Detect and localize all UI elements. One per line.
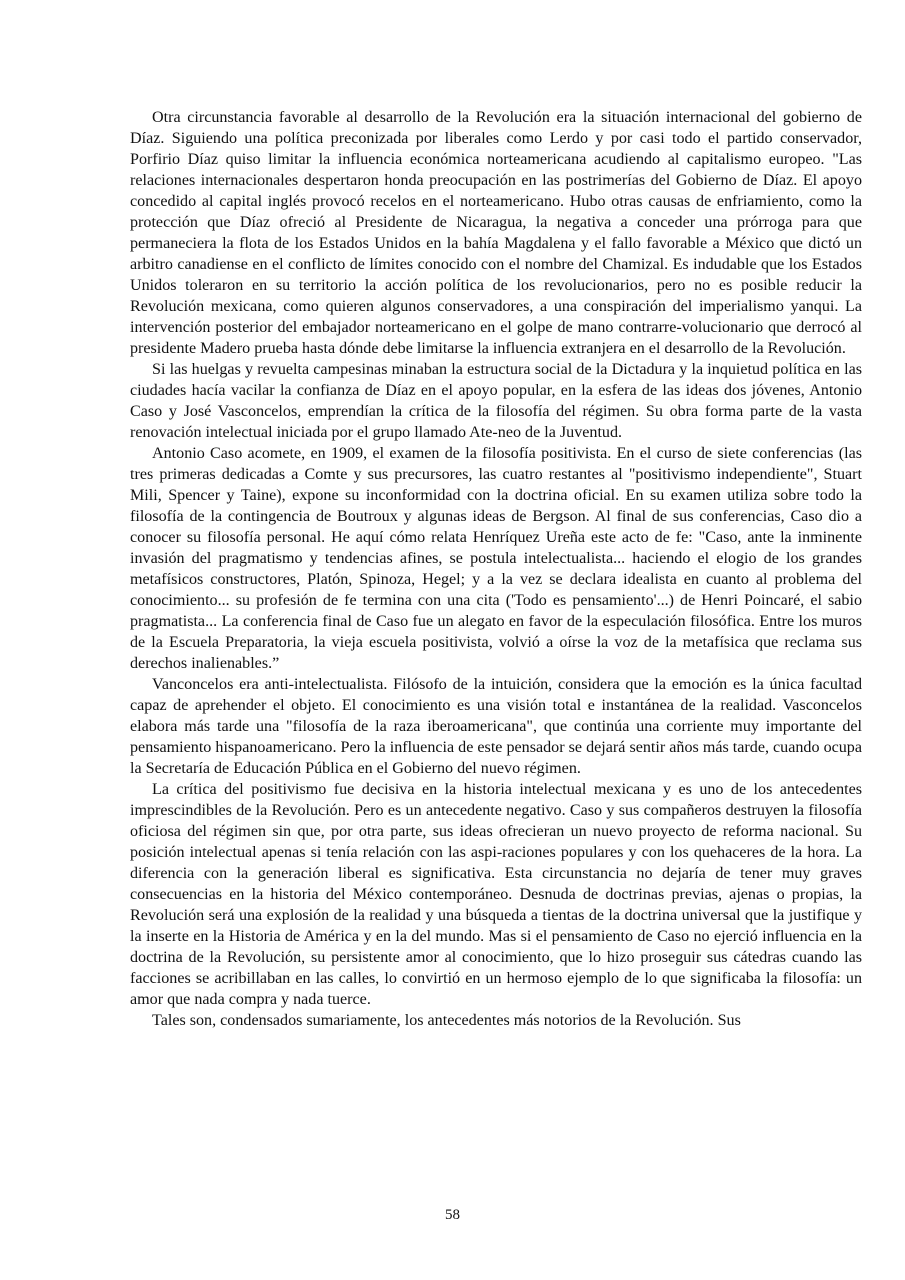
paragraph-caso-positivism: Antonio Caso acomete, en 1909, el examen de la filosofía positivista. En el curso de siete conferencias (las tres primeras dedicadas a Comte y sus precursores, las cuatro restantes al "positivismo independiente", Stuart Mili, Spencer y Taine), expone su inconformidad con la doctrina oficial. En su examen utiliza sobre todo la filosofía de la contingencia de Boutroux y algunas ideas de Bergson. Al final de sus conferencias, Caso dio a conocer su filosofía personal. He aquí cómo relata Henríquez Ureña este acto de fe: "Caso, ante la inminente invasión del pragmatismo y tendencias afines, se postula intelectualista... haciendo el elogio de los grandes metafísicos constructores, Platón, Spinoza, Hegel; y a la vez se declara idealista en cuanto al problema del conocimiento... su profesión de fe termina con una cita ('Todo es pensamiento'...) de Henri Poincaré, el sabio pragmatista... La conferencia final de Caso fue un alegato en favor de la especulación filosófica. Entre los muros de la Escuela Preparatoria, la vieja escuela positivista, volvió a oírse la voz de la metafísica que reclama sus derechos inalienables.” <box>130 445 862 672</box>
paragraph-caso-vasconcelos: Si las huelgas y revuelta campesinas minaban la estructura social de la Dictadura y la inquietud política en las ciudades hacía vacilar la confianza de Díaz en el apoyo popular, en la esfera de las ideas dos jóvenes, Antonio Caso y José Vasconcelos, emprendían la crítica de la filosofía del régimen. Su obra forma parte de la vasta renovación intelectual iniciada por el grupo llamado Ate-neo de la Juventud. <box>130 361 862 441</box>
paragraph-international-context: Otra circunstancia favorable al desarrollo de la Revolución era la situación internacional del gobierno de Díaz. Siguiendo una política preconizada por liberales como Lerdo y por casi todo el partido conservador, Porfirio Díaz quiso limitar la influencia económica norteamericana acudiendo al capitalismo europeo. "Las relaciones internacionales despertaron honda preocupación en las postrimerías del Gobierno de Díaz. El apoyo concedido al capital inglés provocó recelos en el norteamericano. Hubo otras causas de enfriamiento, como la protección que Díaz ofreció al Presidente de Nicaragua, la negativa a conceder una prórroga para que permaneciera la flota de los Estados Unidos en la bahía Magdalena y el fallo favorable a México que dictó un arbitro canadiense en el conflicto de límites conocido con el nombre del Chamizal. Es indudable que los Estados Unidos toleraron en su territorio la acción política de los revolucionarios, pero no es posible reducir la Revolución mexicana, como quieren algunos conservadores, a una conspiración del imperialismo yanqui. La intervención posterior del embajador norteamericano en el golpe de mano contrarre-volucionario que derrocó al presidente Madero prueba hasta dónde debe limitarse la influencia extranjera en el desarrollo de la Revolución. <box>130 109 862 357</box>
page-number: 58 <box>445 1207 460 1223</box>
paragraph-conclusion-start: Tales son, condensados sumariamente, los antecedentes más notorios de la Revolución. Sus <box>152 1012 741 1029</box>
paragraph-critique-positivism: La crítica del positivismo fue decisiva en la historia intelectual mexicana y es uno de los antecedentes imprescindibles de la Revolución. Pero es un antecedente negativo. Caso y sus compañeros destruyen la filosofía oficiosa del régimen sin que, por otra parte, sus ideas ofrecieran un nuevo proyecto de reforma nacional. Su posición intelectual apenas si tenía relación con las aspi-raciones populares y con los quehaceres de la hora. La diferencia con la generación liberal es significativa. Esta circunstancia no dejaría de tener muy graves consecuencias en la historia del México contemporáneo. Desnuda de doctrinas previas, ajenas o propias, la Revolución será una explosión de la realidad y una búsqueda a tientas de la doctrina universal que la justifique y la inserte en la Historia de América y en la del mundo. Mas si el pensamiento de Caso no ejerció influencia en la doctrina de la Revolución, su persistente amor al conocimiento, que lo hizo proseguir sus cátedras cuando las facciones se acribillaban en las calles, lo convirtió en un hermoso ejemplo de lo que significaba la filosofía: un amor que nada compra y nada tuerce. <box>130 781 862 1008</box>
page-body <box>130 107 862 1031</box>
paragraph-vasconcelos: Vanconcelos era anti-intelectualista. Filósofo de la intuición, considera que la emoción es la única facultad capaz de aprehender el objeto. El conocimiento es una visión total e instantánea de la realidad. Vasconcelos elabora más tarde una "filosofía de la raza iberoamericana", que continúa una corriente muy importante del pensamiento hispanoamericano. Pero la influencia de este pensador se dejará sentir años más tarde, cuando ocupa la Secretaría de Educación Pública en el Gobierno del nuevo régimen. <box>130 676 862 777</box>
